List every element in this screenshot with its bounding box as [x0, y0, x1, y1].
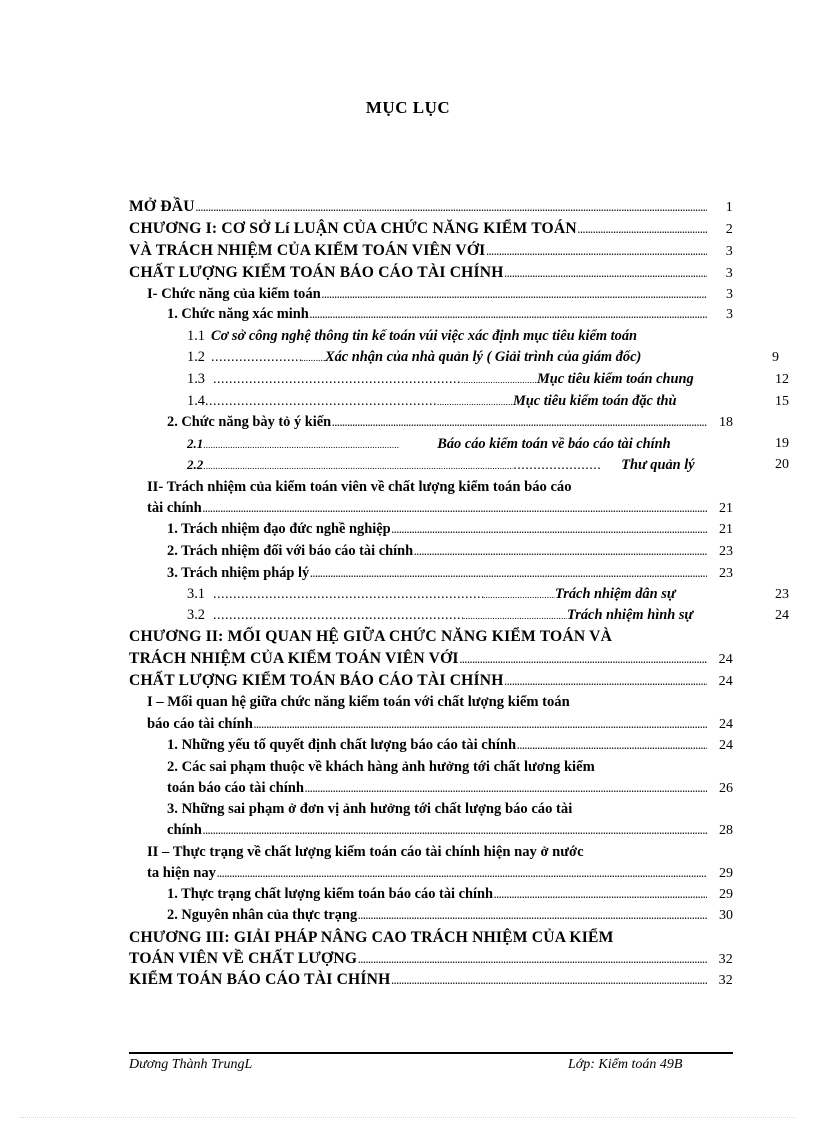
- toc-leader: [460, 650, 707, 669]
- toc-leader: [322, 285, 707, 305]
- toc-page-number: 20: [775, 457, 789, 472]
- footer-class: Lớp: Kiểm toán 49B: [568, 1057, 683, 1072]
- toc-leader: [213, 584, 483, 605]
- toc-leader: [358, 950, 707, 969]
- toc-entry-number: 1.3: [187, 371, 205, 387]
- toc-entry[interactable]: [167, 905, 733, 926]
- toc-entry-number: 2.2: [187, 457, 204, 472]
- toc-entry-text: CHƯƠNG I: CƠ SỞ Lí LUẬN CỦA CHỨC NĂNG KIỂM TOÁN: [129, 220, 577, 237]
- toc-entry[interactable]: [147, 863, 733, 884]
- toc-entry-text: I – Mối quan hệ giữa chức năng kiểm toán với chất lượng kiểm toán: [147, 694, 570, 710]
- toc-page-number: 1: [725, 200, 733, 215]
- toc-entry-text: Báo cáo kiểm toán về báo cáo tài chính: [437, 436, 671, 452]
- toc-entry-text: I- Chức năng của kiểm toán: [147, 286, 321, 302]
- toc-page-number: 30: [719, 908, 733, 923]
- toc-leader: [203, 456, 513, 475]
- toc-entry[interactable]: [167, 519, 733, 540]
- toc-entry-text: Trách nhiệm hình sự: [567, 607, 694, 623]
- toc-entry[interactable]: [147, 842, 733, 863]
- toc-leader: [358, 906, 707, 926]
- toc-leader: [301, 348, 325, 368]
- toc-entry-text: Trách nhiệm dân sự: [555, 586, 676, 602]
- toc-page-number: 21: [719, 522, 733, 537]
- toc-leader: [203, 435, 399, 454]
- toc-leader: [203, 499, 707, 519]
- toc-leader: [578, 220, 707, 239]
- toc-entry[interactable]: [167, 778, 733, 799]
- toc-entry[interactable]: [129, 969, 733, 990]
- toc-entry-text: CHƯƠNG II: MỐI QUAN HỆ GIỮA CHỨC NĂNG KIỂM TOÁN VÀ: [129, 628, 613, 645]
- toc-entry-text: CHẤT LƯỢNG KIỂM TOÁN BÁO CÁO TÀI CHÍNH: [129, 264, 504, 281]
- toc-entry[interactable]: [129, 648, 733, 669]
- toc-entry-text: Xác nhận của nhà quản lý ( Giải trình của giám đốc): [325, 349, 642, 365]
- toc-entry[interactable]: [167, 304, 733, 325]
- toc-entry-text: Mục tiêu kiểm toán đặc thù: [513, 393, 677, 409]
- toc-entry-number: 3.2: [187, 607, 205, 623]
- toc-entry-number: 1.1: [187, 328, 205, 344]
- toc-entry[interactable]: [147, 477, 733, 498]
- toc-leader: [213, 369, 461, 390]
- toc-entry[interactable]: [187, 391, 789, 412]
- toc-page-number: 3: [726, 307, 733, 322]
- toc-entry[interactable]: [147, 498, 733, 519]
- toc-page-number: 24: [719, 717, 733, 732]
- toc-page-number: 32: [718, 952, 733, 967]
- toc-leader: [217, 864, 707, 884]
- toc-entry-number: 1.2: [187, 349, 205, 365]
- toc-entry-text: 2. Các sai phạm thuộc về khách hàng ảnh hưởng tới chất lương kiểm: [167, 759, 595, 775]
- toc-entry-text: ta hiện nay: [147, 865, 216, 881]
- toc-entry[interactable]: [187, 605, 789, 626]
- toc-entry[interactable]: [167, 735, 733, 756]
- toc-entry[interactable]: [167, 563, 733, 584]
- toc-entry[interactable]: [187, 326, 787, 347]
- toc-entry-text: VÀ TRÁCH NHIỆM CỦA KIỂM TOÁN VIÊN VỚI: [129, 242, 486, 259]
- toc-entry-text: CHẤT LƯỢNG KIỂM TOÁN BÁO CÁO TÀI CHÍNH: [129, 672, 504, 689]
- toc-page-number: 24: [775, 608, 789, 623]
- toc-page-number: 24: [718, 652, 733, 667]
- toc-leader: [486, 242, 707, 261]
- footer-divider: [129, 1052, 733, 1054]
- toc-page-number: 29: [719, 887, 733, 902]
- toc-page-number: 19: [775, 436, 789, 451]
- toc-entry[interactable]: [167, 820, 733, 841]
- toc-page-number: 18: [719, 415, 733, 430]
- toc-leader: [414, 542, 707, 562]
- toc-leader: [517, 736, 707, 756]
- toc-page-number: 29: [719, 866, 733, 881]
- toc-entry-text: TOÁN VIÊN VỀ CHẤT LƯỢNG: [129, 950, 358, 967]
- toc-entry[interactable]: [129, 927, 733, 948]
- toc-entry[interactable]: [129, 196, 733, 217]
- toc-entry-text: chính: [167, 822, 202, 838]
- toc-leader: [213, 605, 463, 626]
- toc-leader: [461, 370, 537, 390]
- toc-leader: [437, 392, 513, 412]
- toc-page-number: 24: [719, 738, 733, 753]
- toc-leader: [310, 305, 707, 325]
- toc-leader: [505, 672, 707, 691]
- toc-entry[interactable]: [129, 948, 733, 969]
- toc-entry[interactable]: [129, 626, 733, 647]
- toc-entry[interactable]: [147, 714, 733, 735]
- toc-entry[interactable]: [167, 412, 733, 433]
- page-bottom-edge: [20, 1117, 796, 1118]
- toc-page-number: 32: [718, 973, 733, 988]
- toc-entry-text: 2. Nguyên nhân của thực trạng: [167, 907, 358, 923]
- toc-leader: [513, 455, 601, 475]
- toc-entry-text: 3. Những sai phạm ở đơn vị ảnh hưởng tới chất lượng báo cáo tài: [167, 801, 573, 817]
- toc-page-number: 2: [725, 222, 733, 237]
- toc-page-number: 23: [775, 587, 789, 602]
- page-title: MỤC LỤC: [365, 98, 451, 117]
- toc-leader: [254, 715, 707, 735]
- toc-entry-number: 2.1: [187, 436, 204, 451]
- toc-entry[interactable]: [167, 884, 733, 905]
- toc-leader: [505, 264, 707, 283]
- toc-entry[interactable]: [129, 240, 733, 261]
- toc-entry[interactable]: [167, 757, 733, 778]
- toc-leader: [205, 391, 437, 412]
- toc-entry-text: 1. Thực trạng chất lượng kiểm toán báo cáo tài chính: [167, 886, 494, 902]
- toc-leader: [391, 971, 707, 990]
- toc-entry[interactable]: [187, 369, 789, 390]
- toc-page-number: 15: [775, 394, 789, 409]
- toc-leader: [483, 585, 555, 605]
- toc-entry[interactable]: [129, 670, 733, 691]
- toc-entry-text: Thư quản lý: [621, 457, 695, 473]
- toc-entry[interactable]: [167, 799, 733, 820]
- footer-author: Dương Thành TrungL: [129, 1057, 253, 1072]
- toc-entry[interactable]: [147, 692, 733, 713]
- toc-entry[interactable]: [187, 347, 779, 368]
- toc-leader: [310, 564, 707, 584]
- toc-entry-number: 3.1: [187, 586, 205, 602]
- toc-entry[interactable]: [187, 584, 789, 605]
- toc-entry-text: 2. Chức năng bày tỏ ý kiến: [167, 414, 332, 430]
- toc-entry-text: MỞ ĐẦU: [129, 198, 195, 215]
- toc-leader: [392, 520, 707, 540]
- toc-entry-text: toán báo cáo tài chính: [167, 780, 305, 796]
- toc-entry-text: báo cáo tài chính: [147, 716, 253, 732]
- toc-entry-text: TRÁCH NHIỆM CỦA KIỂM TOÁN VIÊN VỚI: [129, 650, 459, 667]
- toc-page-number: 23: [719, 544, 733, 559]
- toc-page-number: 3: [726, 287, 733, 302]
- toc-entry-text: Mục tiêu kiểm toán chung: [537, 371, 694, 387]
- toc-entry-text: tài chính: [147, 500, 202, 516]
- toc-entry-text: Cơ sở công nghệ thông tin kế toán vúi việc xác định mục tiêu kiểm toán: [211, 328, 638, 344]
- toc-page-number: 24: [718, 674, 733, 689]
- toc-leader: [211, 347, 301, 368]
- toc-entry[interactable]: [187, 433, 789, 454]
- toc-leader: [305, 779, 707, 799]
- toc-page-number: 23: [719, 566, 733, 581]
- toc-entry-text: 1. Chức năng xác minh: [167, 306, 309, 322]
- toc-entry-text: 1. Những yếu tố quyết định chất lượng báo cáo tài chính: [167, 737, 517, 753]
- toc-entry[interactable]: [187, 454, 789, 475]
- toc-leader: [196, 198, 707, 217]
- toc-leader: [203, 821, 707, 841]
- toc-entry-text: II- Trách nhiệm của kiểm toán viên về chất lượng kiểm toán báo cáo: [147, 479, 572, 495]
- toc-leader: [494, 885, 707, 905]
- toc-page-number: 12: [775, 372, 789, 387]
- toc-entry-text: CHƯƠNG III: GIẢI PHÁP NÂNG CAO TRÁCH NHIỆM CỦA KIỂM: [129, 929, 614, 946]
- toc-entry-text: KIỂM TOÁN BÁO CÁO TÀI CHÍNH: [129, 971, 391, 988]
- toc-leader: [463, 606, 567, 626]
- toc-leader: [332, 413, 707, 433]
- toc-page-number: 3: [725, 266, 733, 281]
- toc-page-number: 9: [772, 350, 779, 365]
- toc-entry[interactable]: [129, 218, 733, 239]
- toc-page-number: 3: [725, 244, 733, 259]
- toc-entry[interactable]: [129, 262, 733, 283]
- toc-page-number: 26: [719, 781, 733, 796]
- toc-entry-text: 2. Trách nhiệm đối với báo cáo tài chính: [167, 543, 414, 559]
- toc-entry[interactable]: [147, 284, 733, 305]
- toc-page-number: 21: [719, 501, 733, 516]
- toc-entry-number: 1.4: [187, 393, 205, 409]
- toc-entry[interactable]: [167, 541, 733, 562]
- toc-entry-text: 1. Trách nhiệm đạo đức nghề nghiệp: [167, 521, 391, 537]
- toc-entry-text: II – Thực trạng về chất lượng kiểm toán cáo tài chính hiện nay ở nước: [147, 844, 584, 860]
- toc-page-number: 28: [719, 823, 733, 838]
- toc-entry-text: 3. Trách nhiệm pháp lý: [167, 565, 310, 581]
